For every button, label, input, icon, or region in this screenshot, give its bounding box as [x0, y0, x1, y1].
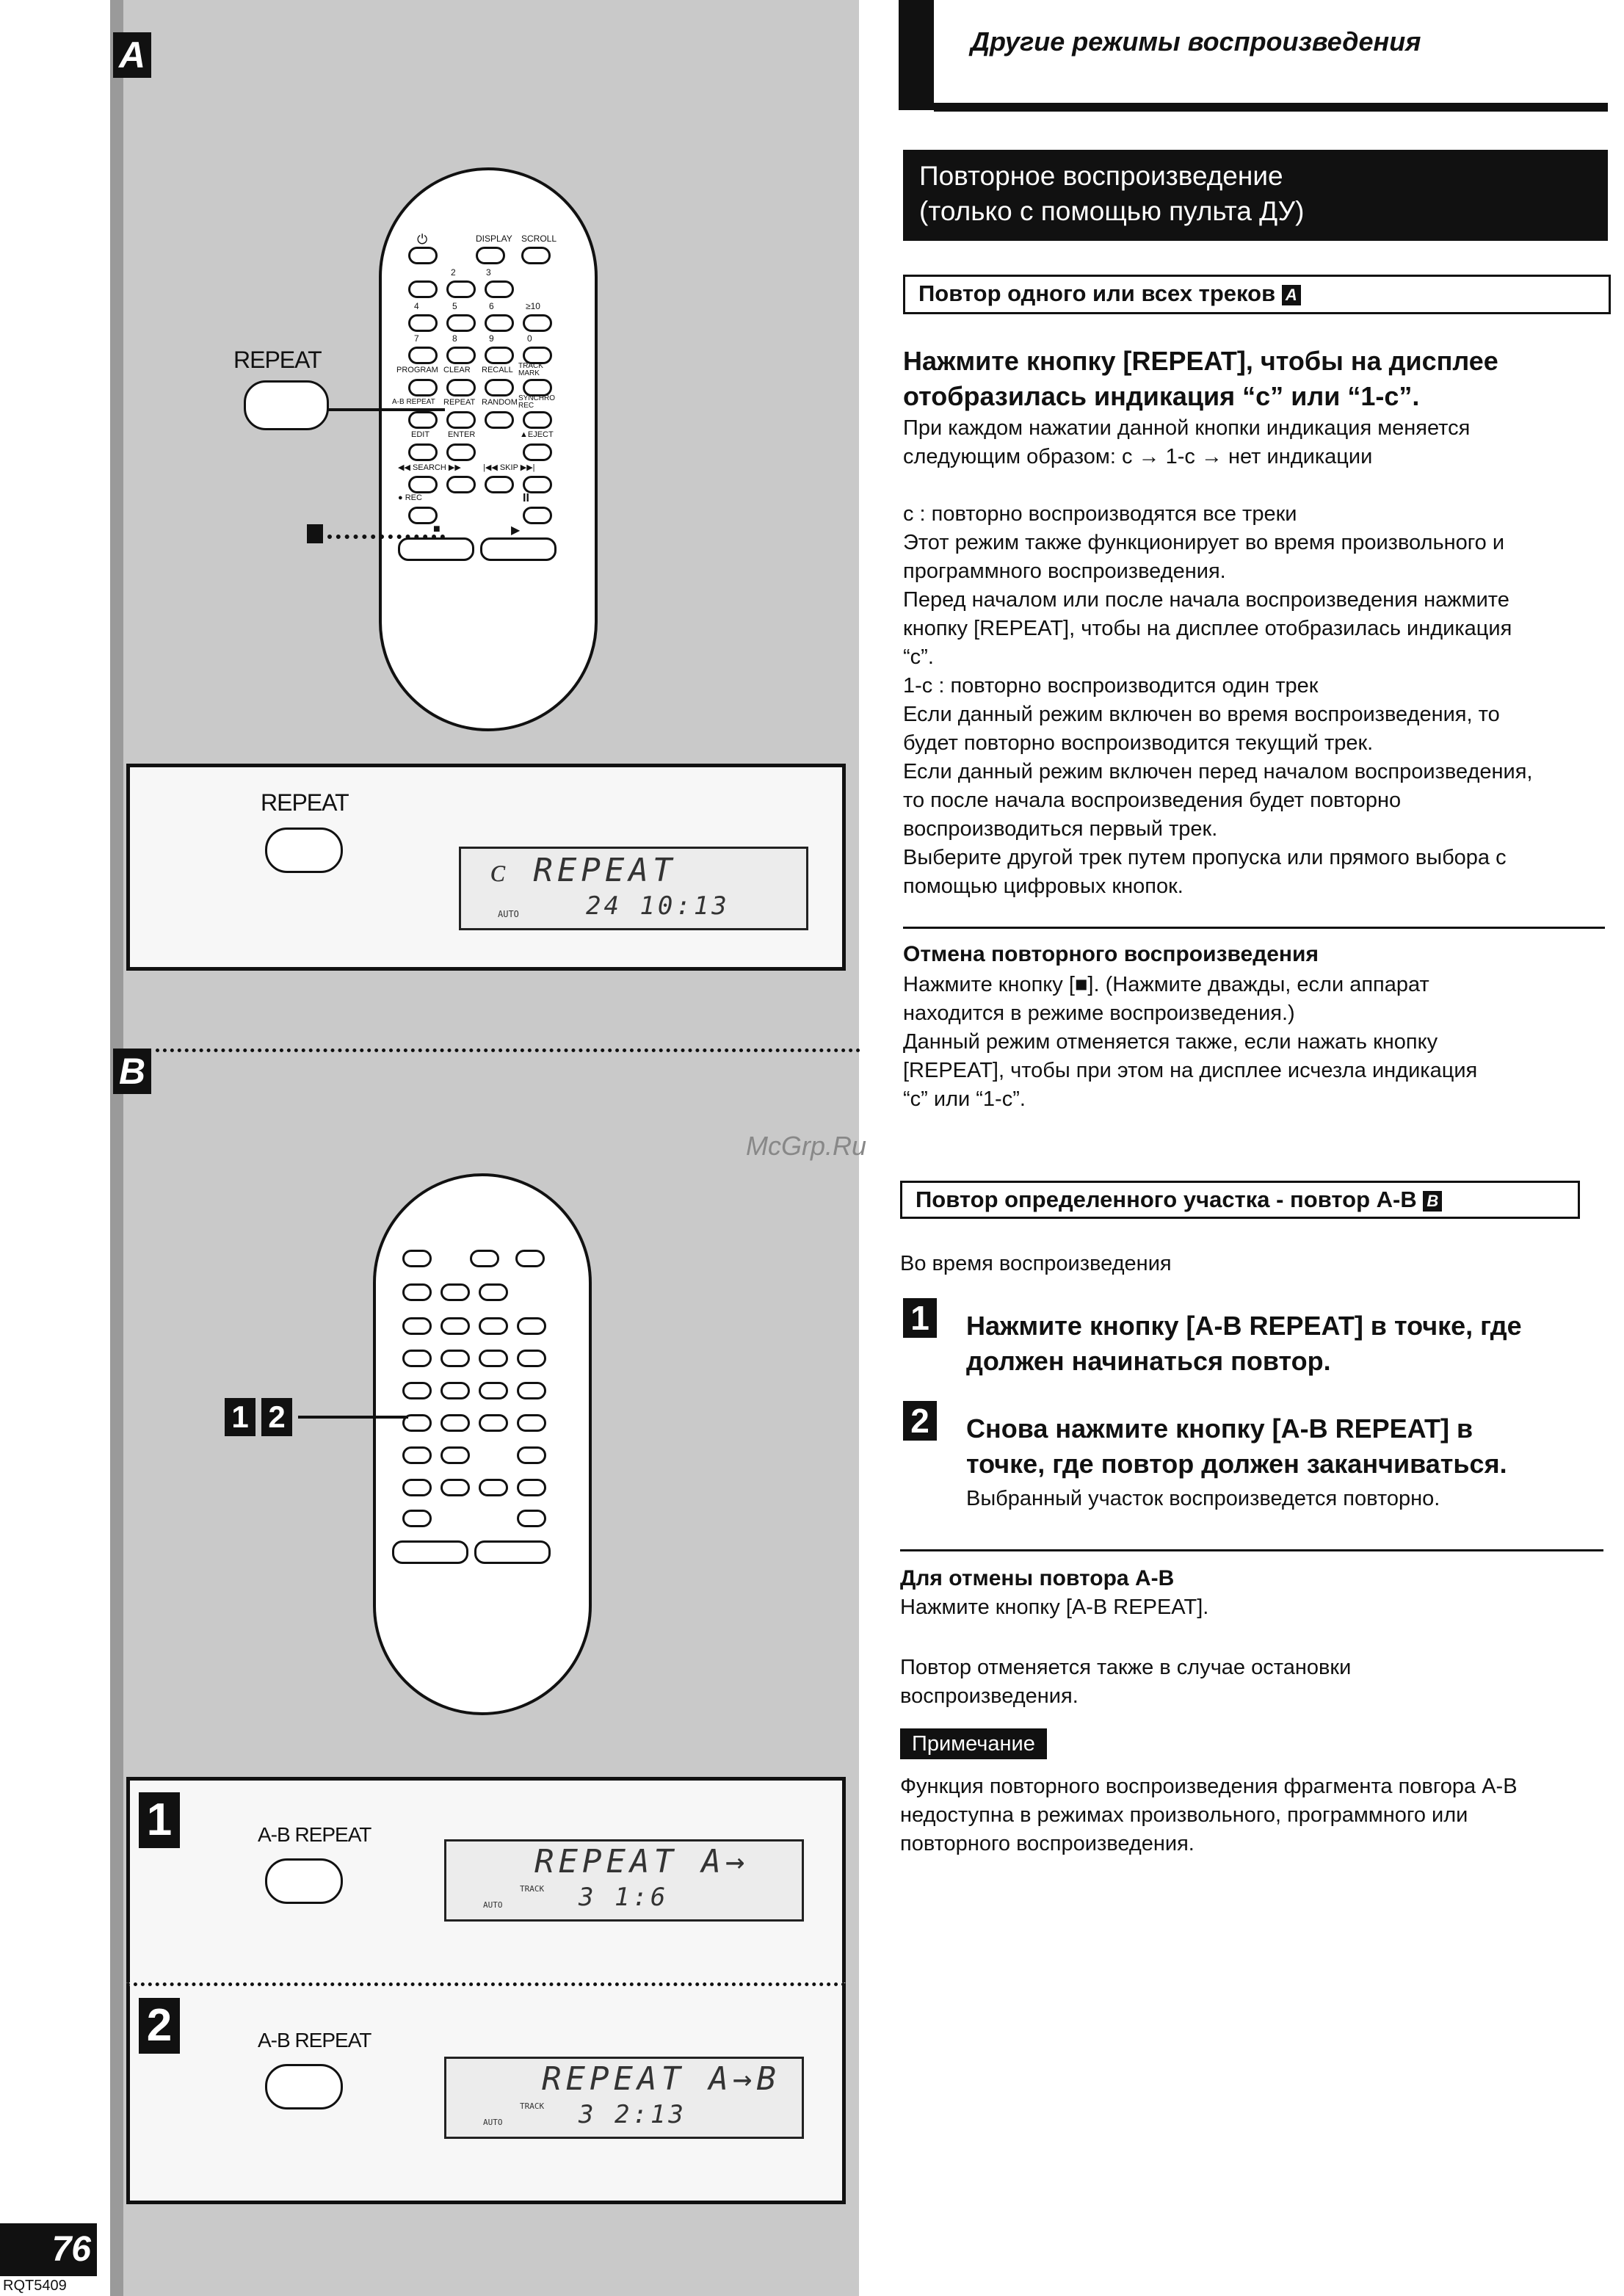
repeat-button[interactable] — [446, 411, 476, 429]
b-enter-button[interactable] — [441, 1446, 470, 1464]
num-10-button[interactable] — [523, 314, 552, 332]
num-7-button[interactable] — [408, 347, 438, 364]
b-skip-back-button[interactable] — [479, 1479, 508, 1496]
remote-label-6: 6 — [489, 301, 494, 311]
figure-a-box-label: REPEAT — [261, 789, 349, 816]
remote-label-search: ◀◀ SEARCH ▶▶ — [398, 463, 461, 472]
repeat-body-line: При каждом нажатии данной кнопки индикация меняется — [903, 416, 1471, 440]
note-line: недоступна в режимах произвольного, программного или — [900, 1803, 1468, 1827]
remote-label-clear: CLEAR — [443, 366, 471, 374]
skip-back-button[interactable] — [485, 476, 514, 493]
section-title: Другие режимы воспроизведения — [971, 26, 1421, 57]
sub-heading-a-badge: A — [1282, 285, 1301, 305]
ab-step1-line1: Нажмите кнопку [A-B REPEAT] в точке, где — [966, 1311, 1522, 1341]
remote-label-skip: |◀◀ SKIP ▶▶| — [483, 463, 535, 472]
clear-button[interactable] — [446, 379, 476, 396]
b-scroll-button[interactable] — [515, 1250, 545, 1267]
repeat-body-line: Если данный режим включен перед началом воспроизведения, — [903, 760, 1533, 783]
num-9-button[interactable] — [485, 347, 514, 364]
b-num-2-button[interactable] — [441, 1283, 470, 1301]
sub-heading-single-all-text: Повтор одного или всех треков — [918, 280, 1276, 306]
lcd-b2-track: TRACK — [520, 2101, 545, 2111]
figure-b-step1-num: 1 — [139, 1792, 180, 1848]
remote-label-3: 3 — [486, 267, 491, 278]
power-button[interactable] — [408, 247, 438, 264]
figure-b-step2-label: A-B REPEAT — [258, 2029, 371, 2051]
repeat-body — [903, 414, 1608, 901]
remote-label-8: 8 — [452, 333, 457, 344]
figure-b-step2-num: 2 — [139, 1998, 180, 2054]
remote-label-9: 9 — [489, 333, 494, 344]
stop-button[interactable] — [398, 537, 474, 561]
b-random-button[interactable] — [479, 1414, 508, 1432]
ab-step1-num: 1 — [903, 1298, 937, 1338]
remote-label-edit: EDIT — [411, 430, 430, 439]
b-num-5-button[interactable] — [441, 1317, 470, 1335]
num-2-button[interactable] — [446, 280, 476, 298]
remote-control-b — [373, 1173, 592, 1715]
repeat-body-line: “ᴄ”. — [903, 645, 934, 669]
rec-button[interactable] — [408, 507, 438, 524]
remote-label-track-mark: TRACK MARK — [518, 362, 543, 377]
remote-label-scroll: SCROLL — [521, 233, 557, 244]
repeat-body-line: помощью цифровых кнопок. — [903, 874, 1183, 898]
synchro-rec-button[interactable] — [523, 411, 552, 429]
divider-1 — [903, 927, 1605, 929]
b-edit-button[interactable] — [402, 1446, 432, 1464]
repeat-callout-button-icon — [244, 380, 329, 430]
repeat-callout-line — [327, 408, 445, 411]
finger-press-icon-2 — [265, 2064, 343, 2110]
repeat-cancel-line: Данный режим отменяется также, если нажать кнопку — [903, 1030, 1438, 1054]
lcd-b2-line1: REPEAT A→B — [542, 2060, 780, 2098]
stop-callout-line — [327, 535, 445, 539]
lcd-b1-line1: REPEAT A→ — [534, 1843, 750, 1880]
during-play-text: Во время воспроизведения — [900, 1252, 1172, 1275]
lcd-a-auto: AUTO — [498, 909, 519, 919]
figure-b-step1-box — [126, 1777, 846, 1990]
lcd-b2-line2: 3 2:13 — [579, 2100, 686, 2129]
b-num-4-button[interactable] — [402, 1317, 432, 1335]
program-button[interactable] — [408, 379, 438, 396]
figure-separator — [156, 1049, 860, 1052]
lcd-a-line2: 24 10:13 — [586, 891, 730, 921]
b-num-7-button[interactable] — [402, 1350, 432, 1367]
remote-label-5: 5 — [452, 301, 457, 311]
edit-button[interactable] — [408, 443, 438, 461]
ab-step2-num: 2 — [903, 1401, 937, 1441]
pause-icon: II — [523, 492, 529, 504]
figure-b-step1-label: A-B REPEAT — [258, 1823, 371, 1846]
b-num-10-button[interactable] — [517, 1317, 546, 1335]
scroll-button[interactable] — [521, 247, 551, 264]
stop-icon: ■ — [433, 523, 441, 535]
sub-heading-ab-text: Повтор определенного участка - повтор A-B — [916, 1187, 1417, 1212]
repeat-cancel-line: находится в режиме воспроизведения.) — [903, 1002, 1295, 1025]
remote-label-program: PROGRAM — [396, 366, 438, 374]
remote-label-4: 4 — [414, 301, 419, 311]
figure-a-badge: A — [113, 32, 151, 78]
repeat-title-box — [903, 150, 1608, 241]
ab-step2-note: Выбранный участок воспроизведется повторно. — [966, 1487, 1440, 1510]
figure-b-badge: B — [113, 1049, 151, 1094]
page-number: 76 — [0, 2223, 97, 2276]
repeat-body-line: будет повторно воспроизводится текущий трек. — [903, 731, 1374, 755]
b-search-back-button[interactable] — [402, 1479, 432, 1496]
note-body — [900, 1772, 1605, 1858]
lcd-a-line1: ᴄ REPEAT — [490, 852, 677, 889]
enter-button[interactable] — [446, 443, 476, 461]
note-line: повторного воспроизведения. — [900, 1832, 1195, 1855]
recall-button[interactable] — [485, 379, 514, 396]
repeat-instruction-line2: отобразилась индикация “ᴄ” или “1-ᴄ”. — [903, 381, 1420, 411]
sub-heading-single-all — [903, 275, 1611, 314]
lcd-b1-auto: AUTO — [483, 1900, 503, 1910]
remote-label-recall: RECALL — [482, 366, 513, 374]
repeat-body-line: кнопку [REPEAT], чтобы на дисплее отобразилась индикация — [903, 617, 1512, 640]
remote-label-random: RANDOM — [482, 398, 518, 407]
ab-repeat-button[interactable] — [408, 411, 438, 429]
repeat-body-line: то после начала воспроизведения будет повторно — [903, 789, 1402, 812]
callout-step-1: 1 — [225, 1398, 255, 1436]
header-black-tab — [899, 0, 934, 110]
remote-label-repeat: REPEAT — [443, 398, 476, 407]
power-icon: ⏻ — [417, 232, 428, 247]
repeat-cancel-line: Нажмите кнопку [■]. (Нажмите дважды, если аппарат — [903, 973, 1429, 996]
b-eject-button[interactable] — [517, 1446, 546, 1464]
b-display-button[interactable] — [470, 1250, 499, 1267]
finger-press-icon-1 — [265, 1858, 343, 1904]
b-num-8-button[interactable] — [441, 1350, 470, 1367]
play-button[interactable] — [480, 537, 557, 561]
b-num-0-button[interactable] — [517, 1350, 546, 1367]
lcd-display-b1 — [444, 1839, 804, 1922]
repeat-cancel-body — [903, 971, 1608, 1114]
figure-b-step2-box — [126, 1982, 846, 2204]
num-6-button[interactable] — [485, 314, 514, 332]
b-skip-forward-button[interactable] — [517, 1479, 546, 1496]
divider-2 — [900, 1549, 1603, 1551]
repeat-body-spacer — [903, 471, 1608, 500]
ab-cancel-line: Нажмите кнопку [A-B REPEAT]. — [900, 1596, 1209, 1619]
b-power-button[interactable] — [402, 1250, 432, 1267]
note-line: Функция повторного воспроизведения фрагмента повгора A-B — [900, 1775, 1518, 1798]
display-button[interactable] — [476, 247, 505, 264]
repeat-body-line: воспроизводиться первый трек. — [903, 817, 1218, 841]
repeat-callout-label: REPEAT — [233, 347, 322, 373]
remote-label-rec: ● REC — [398, 493, 422, 502]
header-rule — [934, 103, 1608, 112]
remote-label-0: 0 — [527, 333, 532, 344]
remote-label-10: ≥10 — [526, 301, 540, 311]
b-stop-button[interactable] — [392, 1540, 468, 1564]
repeat-cancel-line: “ᴄ” или “1-ᴄ”. — [903, 1087, 1026, 1111]
remote-label-display: DISPLAY — [476, 233, 512, 244]
repeat-body-line: 1-ᴄ : повторно воспроизводится один трек — [903, 674, 1319, 698]
b-num-6-button[interactable] — [479, 1317, 508, 1335]
b-repeat-button[interactable] — [441, 1414, 470, 1432]
callout-step-2: 2 — [261, 1398, 292, 1436]
search-back-button[interactable] — [408, 476, 438, 493]
ab-step1-line2: должен начинаться повтор. — [966, 1346, 1331, 1376]
ab-stop-line2: воспроизведения. — [900, 1684, 1079, 1708]
finger-press-icon — [265, 827, 343, 873]
random-button[interactable] — [485, 411, 514, 429]
b-num-9-button[interactable] — [479, 1350, 508, 1367]
document-code: RQT5409 — [3, 2278, 67, 2294]
lcd-b1-track: TRACK — [520, 1884, 545, 1894]
num-8-button[interactable] — [446, 347, 476, 364]
remote-label-7: 7 — [414, 333, 419, 344]
repeat-cancel-line: [REPEAT], чтобы при этом на дисплее исчезла индикация — [903, 1059, 1478, 1082]
play-icon: ▶ — [511, 524, 521, 537]
repeat-instruction-line1: Нажмите кнопку [REPEAT], чтобы на дисплее — [903, 346, 1498, 376]
remote-label-enter: ENTER — [448, 430, 476, 439]
repeat-body-line: Выберите другой трек путем пропуска или прямого выбора с — [903, 846, 1507, 869]
watermark: McGrp.Ru — [746, 1131, 867, 1161]
remote-label-ab-repeat: A-B REPEAT — [392, 398, 435, 406]
ab-cancel-title: Для отмены повтора A-B — [900, 1566, 1175, 1590]
repeat-body-line: Перед началом или после начала воспроизведения нажмите — [903, 588, 1509, 612]
sub-heading-ab — [900, 1181, 1580, 1219]
ab-stop-line1: Повтор отменяется также в случае остановки — [900, 1656, 1352, 1679]
num-5-button[interactable] — [446, 314, 476, 332]
repeat-body-line: следующим образом: ᴄ → 1-ᴄ → нет индикации — [903, 445, 1373, 468]
ab-step2-line1: Снова нажмите кнопку [A-B REPEAT] в — [966, 1413, 1473, 1444]
b-program-button[interactable] — [402, 1382, 432, 1399]
lcd-display-a — [459, 847, 808, 930]
repeat-cancel-title: Отмена повторного воспроизведения — [903, 942, 1319, 966]
stop-marker-icon — [307, 524, 323, 543]
b-num-1-button[interactable] — [402, 1283, 432, 1301]
ab-step2-line2: точке, где повтор должен заканчиваться. — [966, 1449, 1507, 1479]
repeat-body-line: ᴄ : повторно воспроизводятся все треки — [903, 502, 1297, 526]
remote-label-synchro-rec: SYNCHRO REC — [518, 394, 556, 410]
repeat-title-line2: (только с помощью пульта ДУ) — [919, 196, 1305, 226]
b-num-3-button[interactable] — [479, 1283, 508, 1301]
num-3-button[interactable] — [485, 280, 514, 298]
b-recall-button[interactable] — [479, 1382, 508, 1399]
repeat-body-line: Если данный режим включен во время воспроизведения, то — [903, 703, 1500, 726]
remote-label-2: 2 — [451, 267, 456, 278]
repeat-title-line1: Повторное воспроизведение — [919, 161, 1283, 191]
lcd-b1-line2: 3 1:6 — [579, 1883, 669, 1912]
b-clear-button[interactable] — [441, 1382, 470, 1399]
b-search-forward-button[interactable] — [441, 1479, 470, 1496]
b-synchro-rec-button[interactable] — [517, 1414, 546, 1432]
b-track-mark-button[interactable] — [517, 1382, 546, 1399]
sub-heading-b-badge: B — [1423, 1191, 1442, 1212]
skip-forward-button[interactable] — [523, 476, 552, 493]
lcd-display-b2 — [444, 2057, 804, 2139]
eject-button[interactable] — [523, 443, 552, 461]
search-forward-button[interactable] — [446, 476, 476, 493]
b-play-button[interactable] — [474, 1540, 551, 1564]
num-1-button[interactable] — [408, 280, 438, 298]
ab-callout-line — [298, 1416, 408, 1419]
b-rec-button[interactable] — [402, 1510, 432, 1527]
repeat-body-line: программного воспроизведения. — [903, 559, 1226, 583]
lcd-b2-auto: AUTO — [483, 2118, 503, 2127]
left-panel-edge — [110, 0, 123, 2296]
pause-button[interactable] — [523, 507, 552, 524]
note-label: Примечание — [900, 1728, 1047, 1759]
num-4-button[interactable] — [408, 314, 438, 332]
repeat-body-line: Этот режим также функционирует во время произвольного и — [903, 531, 1505, 554]
remote-control-a — [379, 167, 598, 731]
figure-a-box — [126, 764, 846, 971]
b-pause-button[interactable] — [517, 1510, 546, 1527]
remote-label-eject: ▲EJECT — [520, 430, 554, 439]
